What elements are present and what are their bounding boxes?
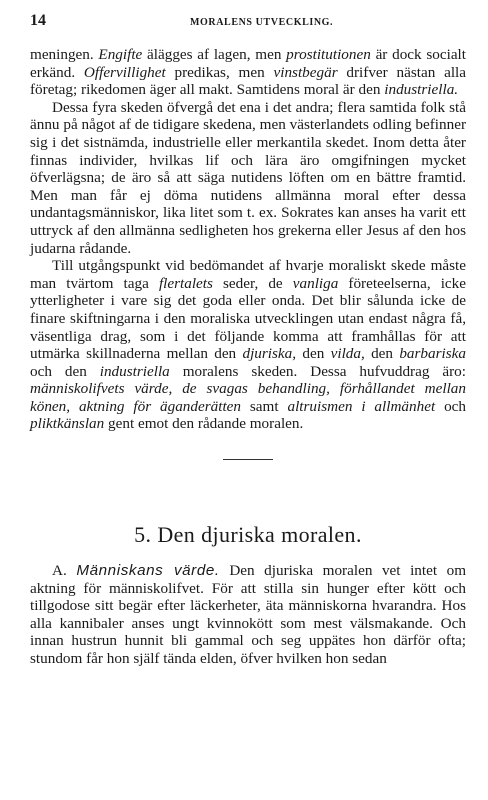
p3-text-4: den [296,345,331,363]
section-a-text [30,562,466,668]
p1-italic-4: vinstbegär [273,63,338,81]
p3-italic-2: vanliga [292,274,339,292]
p1-text-3: är dock socialt erkänd. [30,46,466,81]
p1-text-1: meningen. [30,46,99,63]
p3-text-5: den [364,345,400,363]
p3-italic-8: altruismen i allmänhet [287,397,436,415]
p3-text-7: moralens skeden. Dessa hufvuddrag äro: [169,362,466,380]
paragraph-2: Dessa fyra skeden öfvergå det ena i det andra; flera samtida folk stå ännu på något af de tidigare skedena, men västerlandets odling befinner sig i det sistnämda, industrielle eller merkantila skedet. Inom detta åter finnas individer, hvilkas lif och lära äro omgifningen mycket öfverlägsna; de äro så att säga nutidens löften om en bättre framtid. Men man får ej döma nutidens allmänna moral efter dessa undantagsmänniskor, lika litet som t. ex. Sokrates kan anses ha varit ett uttryck af den allmänna sedligheten hos grekerna eller Jesus af den hos judarna rådande. [30,98,466,257]
p3-italic-3: djuriska, [242,345,297,363]
section-a-marker: A. [52,562,77,580]
page-number: 14 [30,12,46,29]
page-header [30,12,466,38]
p3-text-3: företeelserna, icke ytterligheter i vare sig det goda eller onda. Det blir sålunda icke de finare skiftningarna i den moraliska utvecklingen utan endast några få, väsentliga drag, som i det följande komma att framhållas för att utmärka skillnaderna mellan den [30,274,466,363]
p3-italic-7: människolifvets värde, de svagas behandling, förhållandet mellan könen, aktning för äganderätten [30,380,466,415]
p1-italic-3: Offervillighet [83,63,166,81]
p3-italic-5: barbariska [399,345,466,363]
paragraph-3 [30,257,466,433]
p1-text-5: drifver nästan alla företag; rikedomen äger all makt. Samtidens moral är den [30,63,466,99]
running-head: MORALENS UTVECKLING. [190,17,334,28]
p3-italic-4: vilda, [330,345,365,363]
p3-text-6: och den [30,362,100,380]
p1-italic-5: industriella. [384,81,459,99]
p1-text-2: älägges af lagen, men [142,46,287,63]
section-a-label: Människans värde. [76,562,220,580]
p3-text-8: samt [241,397,288,415]
body-text [30,46,466,433]
p1-text-4: predikas, men [165,63,274,81]
p3-italic-9: pliktkänslan [30,415,105,433]
p3-text-9: och [435,397,467,415]
chapter-title: 5. Den djuriska moralen. [134,522,362,548]
p3-text-2: seder, de [212,274,293,292]
section-divider [223,459,273,460]
p3-italic-1: flertalets [158,274,213,292]
p3-text-1: Till utgångspunkt vid bedömandet af hvarje moraliskt skede måste man tvärtom taga [30,257,466,292]
p3-text-10: gent emot den rådande moralen. [104,415,304,433]
p1-italic-2: prostitutionen [286,46,371,63]
section-a-body: Den djuriska moralen vet intet om aktning för människolifvet. För att stilla sin hunger efter kött och tillgodose sitt begär efter läckerheter, äta människorna hvarandra. Hos alla kannibaler anses ungt kvinnokött som mest välsmakande. Och innan hustrun hunnit bli gammal och seg uppätes hon därför ofta; stundom får hon själf tända elden, öfver hvilken hon sedan [30,562,467,668]
p3-italic-6: industriella [99,362,170,380]
paragraph-1 [30,46,466,99]
p1-italic-1: Engifte [98,46,143,63]
section-a-paragraph [30,562,466,668]
